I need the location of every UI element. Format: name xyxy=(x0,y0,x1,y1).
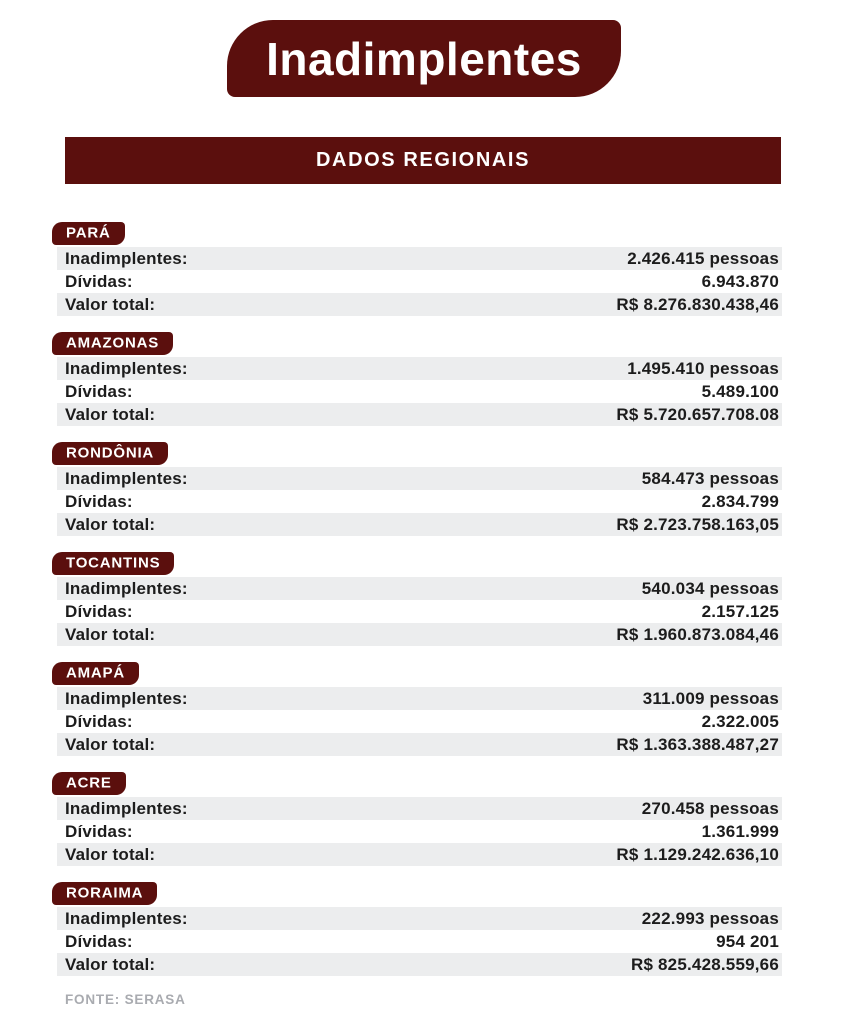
row-valor-total-label: Valor total: xyxy=(65,734,156,754)
row-dividas-label: Dívidas: xyxy=(65,381,133,401)
state-section xyxy=(0,332,853,426)
states-list xyxy=(0,222,853,1007)
state-name: RONDÔNIA xyxy=(66,444,155,462)
row-dividas-value: 6.943.870 xyxy=(701,271,779,291)
state-badge xyxy=(52,222,125,245)
state-badge xyxy=(52,662,139,685)
state-badge xyxy=(52,882,157,905)
row-valor-total xyxy=(57,953,782,976)
row-dividas-value: 2.322.005 xyxy=(701,711,779,731)
row-dividas-value: 954 201 xyxy=(716,931,779,951)
row-dividas-value: 5.489.100 xyxy=(701,381,779,401)
state-name: AMAPÁ xyxy=(66,664,125,682)
page-title: Inadimplentes xyxy=(266,32,582,85)
state-section xyxy=(0,442,853,536)
state-name: AMAZONAS xyxy=(66,334,160,352)
row-valor-total xyxy=(57,623,782,646)
state-section xyxy=(0,882,853,976)
row-dividas xyxy=(57,600,782,623)
row-inadimplentes-value: 1.495.410 pessoas xyxy=(627,358,779,378)
row-valor-total-value: R$ 1.960.873.084,46 xyxy=(616,624,779,644)
source-label: FONTE: SERASA xyxy=(65,992,186,1007)
row-dividas-label: Dívidas: xyxy=(65,601,133,621)
state-rows xyxy=(57,467,782,536)
section-header-bar xyxy=(65,137,781,184)
row-inadimplentes xyxy=(57,797,782,820)
state-badge xyxy=(52,772,126,795)
row-inadimplentes xyxy=(57,467,782,490)
row-dividas-value: 1.361.999 xyxy=(701,821,779,841)
row-inadimplentes-label: Inadimplentes: xyxy=(65,358,188,378)
row-inadimplentes-label: Inadimplentes: xyxy=(65,908,188,928)
row-dividas-value: 2.834.799 xyxy=(701,491,779,511)
state-rows xyxy=(57,797,782,866)
row-inadimplentes-label: Inadimplentes: xyxy=(65,798,188,818)
row-inadimplentes xyxy=(57,577,782,600)
state-badge xyxy=(52,332,173,355)
state-section xyxy=(0,772,853,866)
row-dividas xyxy=(57,710,782,733)
row-inadimplentes-value: 270.458 pessoas xyxy=(641,798,779,818)
row-dividas xyxy=(57,930,782,953)
state-rows xyxy=(57,687,782,756)
row-valor-total-value: R$ 8.276.830.438,46 xyxy=(616,294,779,314)
row-valor-total xyxy=(57,403,782,426)
row-inadimplentes xyxy=(57,247,782,270)
state-section xyxy=(0,222,853,316)
row-valor-total-label: Valor total: xyxy=(65,844,156,864)
row-inadimplentes-value: 222.993 pessoas xyxy=(641,908,779,928)
row-valor-total-value: R$ 2.723.758.163,05 xyxy=(616,514,779,534)
row-inadimplentes-label: Inadimplentes: xyxy=(65,468,188,488)
row-inadimplentes-label: Inadimplentes: xyxy=(65,248,188,268)
state-section xyxy=(0,552,853,646)
row-inadimplentes-value: 584.473 pessoas xyxy=(641,468,779,488)
row-valor-total-label: Valor total: xyxy=(65,404,156,424)
state-section xyxy=(0,662,853,756)
state-rows xyxy=(57,577,782,646)
row-dividas xyxy=(57,490,782,513)
state-rows xyxy=(57,907,782,976)
row-inadimplentes-value: 311.009 pessoas xyxy=(642,688,779,708)
row-valor-total-label: Valor total: xyxy=(65,294,156,314)
state-rows xyxy=(57,247,782,316)
row-inadimplentes xyxy=(57,357,782,380)
row-valor-total-value: R$ 825.428.559,66 xyxy=(630,954,779,974)
row-valor-total-label: Valor total: xyxy=(65,954,156,974)
row-inadimplentes-value: 540.034 pessoas xyxy=(641,578,779,598)
row-dividas-value: 2.157.125 xyxy=(701,601,779,621)
row-valor-total xyxy=(57,513,782,536)
row-dividas-label: Dívidas: xyxy=(65,931,133,951)
row-valor-total xyxy=(57,733,782,756)
section-header-label: DADOS REGIONAIS xyxy=(315,149,531,171)
row-inadimplentes-label: Inadimplentes: xyxy=(65,688,188,708)
row-valor-total-value: R$ 5.720.657.708.08 xyxy=(616,404,779,424)
row-dividas xyxy=(57,820,782,843)
row-dividas-label: Dívidas: xyxy=(65,821,133,841)
row-valor-total xyxy=(57,293,782,316)
row-valor-total xyxy=(57,843,782,866)
row-valor-total-label: Valor total: xyxy=(65,624,156,644)
state-rows xyxy=(57,357,782,426)
row-dividas-label: Dívidas: xyxy=(65,271,133,291)
state-name: TOCANTINS xyxy=(66,554,161,572)
row-inadimplentes-label: Inadimplentes: xyxy=(65,578,188,598)
row-valor-total-value: R$ 1.363.388.487,27 xyxy=(616,734,779,754)
row-dividas xyxy=(57,270,782,293)
state-badge xyxy=(52,442,168,465)
title-badge xyxy=(227,20,621,97)
row-dividas-label: Dívidas: xyxy=(65,711,133,731)
row-valor-total-value: R$ 1.129.242.636,10 xyxy=(616,844,779,864)
row-dividas-label: Dívidas: xyxy=(65,491,133,511)
row-inadimplentes-value: 2.426.415 pessoas xyxy=(627,248,779,268)
state-badge xyxy=(52,552,174,575)
row-dividas xyxy=(57,380,782,403)
row-valor-total-label: Valor total: xyxy=(65,514,156,534)
row-inadimplentes xyxy=(57,687,782,710)
state-name: ACRE xyxy=(66,774,112,792)
state-name: RORAIMA xyxy=(66,884,144,902)
state-name: PARÁ xyxy=(66,224,111,242)
row-inadimplentes xyxy=(57,907,782,930)
